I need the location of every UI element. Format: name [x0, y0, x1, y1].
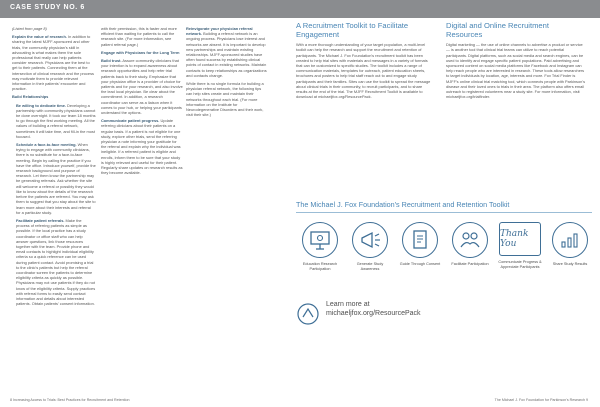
column2-intro: with their permission, this is faster and more efficient than waiting for patients to call the research site. (For more information, see patient referral page.): [101, 26, 177, 47]
thank-you-card-icon: Thank You: [499, 222, 541, 256]
icon-label: Guide Through Consent: [399, 262, 441, 266]
facilitate-participation-icon: [452, 222, 488, 258]
icon-label: Generate Study Awareness: [356, 262, 384, 271]
continued-note: (Listed from page 8): [12, 26, 47, 31]
bullet-engage-long-term: [101, 50, 183, 55]
toolkit-item-guide: [398, 222, 442, 267]
generate-interest-icon: [352, 222, 388, 258]
toolkit-section: [296, 22, 434, 99]
header-bar: [0, 0, 600, 18]
toolkit-item-communicate: [498, 222, 542, 269]
toolkit-title: The Michael J. Fox Foundation's Recruitment and Retention Toolkit: [296, 200, 510, 209]
digital-text: Digital marketing — the use of online channels to advertise a product or service — is another tool that clinical trial teams can utilize to reach potential participants. Digital platforms, such as social media and search engines, can be used to identify and engage specific patient populations. Paid advertising and sponsored content on social media platforms like Facebook and Instagram can help reach people who are interested in research. These tools allow researchers to target individuals by location, age, interests and more. Fox Trial Finder is MJFF's online clinical trial matching tool, which connects people with Parkinson's disease and their loved ones to trials in their area. The platform also offers email outreach to registered volunteers near a study site. For more information, visit michaeljfox.org/trialfinder.: [446, 42, 586, 100]
digital-section: [446, 22, 586, 99]
bullet-communicate-progress: [101, 118, 183, 175]
right-panel: [296, 22, 594, 192]
toolkit-text: With a more thorough understanding of your target population, a multi-level toolkit can help the research and support the recruitment and retention of participants. The Michael J. Fox Foundation's recruitment toolkit has been created to help trial sites with materials and messages in a variety of formats that can be customized to specific studies. The toolkit includes a range of communication materials, templates for outreach, patient education sheets, brochures and posters to help trial staff reach out to and engage study participants and their families. Sites can use the toolkit to spread the message about clinical trials in their community, to recruit participants, and to share results at the end of the trial. The MJFF Recruitment Toolkit is available to download at michaeljfox.org/ResourcePack.: [296, 42, 431, 100]
column3-outro: While there is no single formula for building a physician referral network, the following tips can help sites create and maintain their networks throughout each trial. (For more information on the Institute for Neurodegenerative Disorders and their work, visit their site.): [186, 81, 264, 118]
icon-label: Share Study Results: [552, 262, 588, 266]
bullet-lead: Engage with Physicians for the Long Term: [101, 49, 180, 55]
learn-more-text: Learn more at: [326, 301, 370, 308]
icon-label: Facilitate Participation: [451, 262, 489, 266]
bullet-lead: Explain the value of research.: [12, 34, 67, 40]
bullet-build-relationships: [12, 94, 96, 99]
sub-text: Make the process of referring patients as simple as possible. If the local practice has a study coordinator or office staff who can help answer questions, link those resources together with the team. Provide phone and email contacts to highlight individual eligibility criteria so a quick reference can be used during patient contact. Avoid promising a trial to the clinic's patients but help the referral coordinator screen the patients to determine eligibility criteria as quickly as possible. Physicians may not use patients if they do not know of the eligibility criteria. Supply practices with referral forms to easily send contact information and details about interested patients. Obtain patients' consent information.: [16, 217, 96, 307]
resource-pack-link[interactable]: michaeljfox.org/ResourcePack: [326, 310, 421, 317]
education-research-icon: [302, 222, 338, 258]
sub-lead: Facilitate patient referrals.: [16, 217, 65, 223]
sub-text: Developing a partnership with community physicians cannot be done overnight. It took our team 18 months to go through the first working meeting. All the values of building a referral network, sometimes it will take time, and fill-in the most focused.: [16, 102, 96, 139]
icon-label: Education Research Participation: [302, 262, 338, 271]
bullet-text: Update referring clinicians about their patients on a regular basis. If a patient is not eligible for one study, explore other trials, send the referring physician a note informing your gratitude for the referral and explain why the individual was ineligible. If a referred patient is eligible and enrolls, inform them to be sure that your study is highly relevant and useful for their patient. Regularly share updates on research results as they become available.: [101, 118, 183, 176]
case-study-label: CASE STUDY NO. 6: [10, 4, 85, 11]
toolkit-item-share: [548, 222, 592, 267]
bullet-text: Building a referral network is an ongoing process. Physicians lose interest and networks are absent. It is important to develop new partnerships and maintain existing relationships. MJFF-sponsored studies have often found success by establishing clinical points of contact in existing networks. Maintain contacts to keep relationships as organizations and contacts change.: [186, 31, 267, 78]
bullet-build-trust: [101, 58, 183, 115]
bullet-text: Assure community clinicians that your intention is to expand awareness about research opportunities and help refer trial patients back to their study. Emphasize that your physician office is a provider of choice for patients and for your research, and also involve the lead local physician. Be clear about the commitment. In addition, a research coordinator can serve as a liaison when it comes to your hub, or helping your participants understand the options.: [101, 58, 183, 116]
text-column-3: [186, 26, 268, 120]
sub-lead: Be willing to dedicate time.: [16, 102, 66, 108]
digital-heading: Digital and Online Recruitment Resources: [446, 21, 549, 39]
section-divider: [296, 212, 592, 213]
learn-more-block: [326, 300, 421, 318]
bullet-reinvigorate: [186, 26, 268, 78]
bullet-lead: Communicate patient progress.: [101, 118, 160, 124]
subbullet-face-to-face: [16, 142, 96, 215]
sub-lead: Schedule a face-to-face meeting.: [16, 142, 77, 148]
sub-text: When trying to engage with community clinicians, there is no substitute for a face-to-face meeting. Begin by calling the practice if you have the office. Introduce yourself, provide the research background and purpose of research. Let them know the partnership may be generating referrals. Ask whether the site will welcome a referral or possibly they would like to know about the details of the research before the patients are referred. You may ask them to suggest that you stay about the site to learn more about their interests and referral for a particular study.: [16, 142, 96, 215]
bullet-explain-value: [12, 34, 96, 91]
share-results-icon: [552, 222, 588, 258]
mjff-logo-icon: [296, 302, 320, 326]
bullet-lead: Reinvigorate your physician referral network.: [186, 26, 253, 37]
bullet-lead: Build trust.: [101, 58, 122, 64]
icon-label: Communicate Progress & Appreciate Participants: [498, 260, 542, 269]
text-column-2: [101, 26, 183, 178]
footer-right-text: The Michael J. Fox Foundation for Parkinson's Research 9: [494, 398, 588, 402]
toolkit-heading: A Recruitment Toolkit to Facilitate Engagement: [296, 21, 409, 39]
footer-left-text: 8 Increasing Access to Trials: Best Practices for Recruitment and Retention: [10, 398, 130, 402]
guide-content-icon: [402, 222, 438, 258]
subbullet-dedicate-time: [16, 103, 96, 139]
toolkit-item-education: [298, 222, 342, 271]
text-column-1: [12, 26, 96, 309]
bullet-text: In addition to sharing the latest MJFF-sponsored and other trials, the community physician's skill in advocating is what makes them the sole professional that really can help patients consider research. Physicians are the best to get to their patients. Connecting them at the intersection of clinical research and the process may motivate them to provide relevant information in their patients' encounter and practice.: [12, 34, 94, 92]
page-footer: [0, 396, 600, 407]
toolkit-item-generate: [348, 222, 392, 271]
toolkit-item-facilitate: [448, 222, 492, 267]
toolkit-icon-row: [298, 222, 594, 292]
subbullet-facilitate-referrals: [16, 218, 96, 306]
bullet-lead: Build Relationships: [12, 94, 49, 100]
